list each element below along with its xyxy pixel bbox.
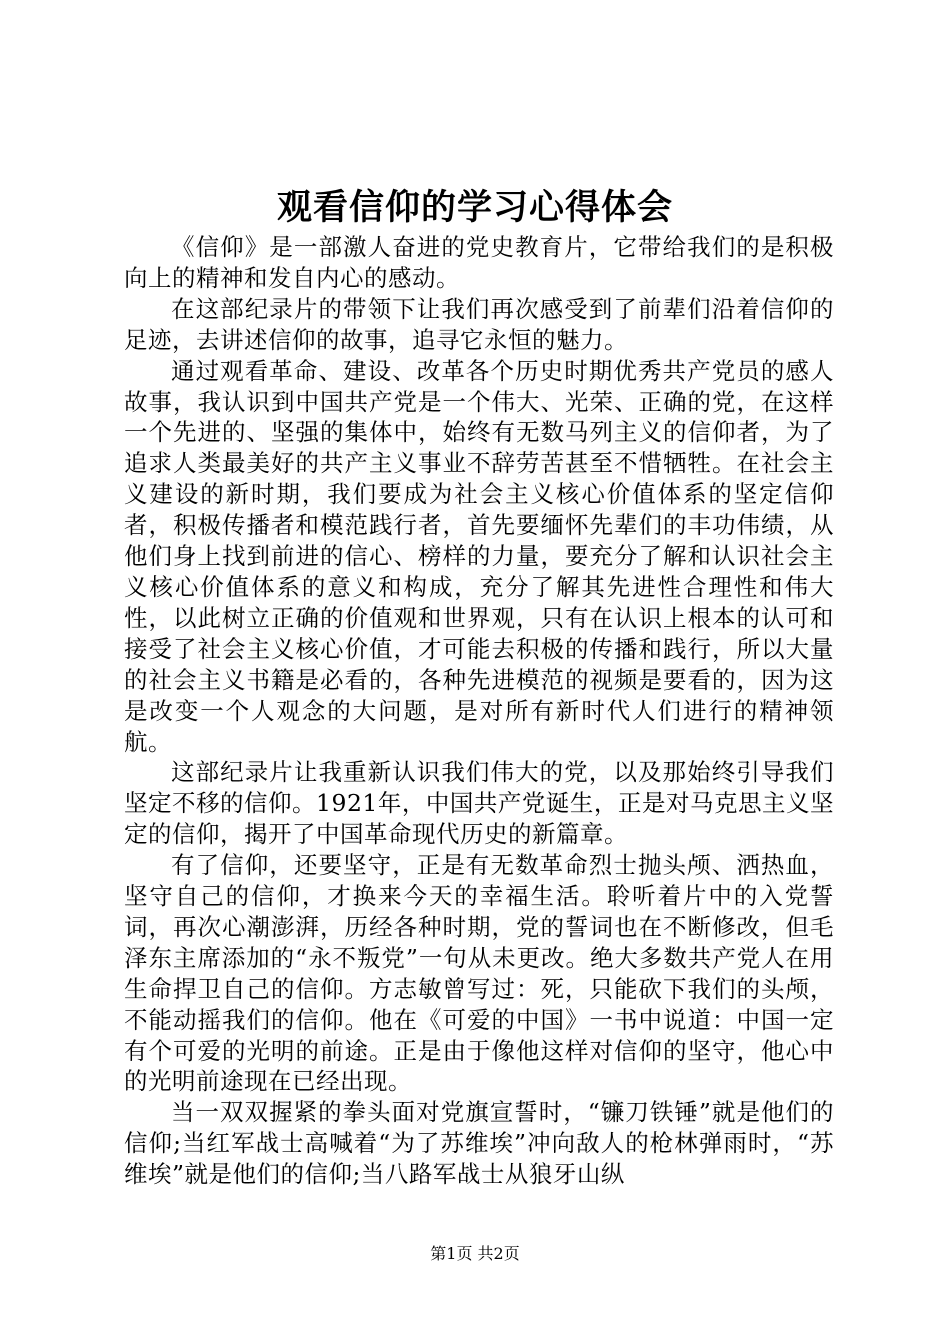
paragraph-2: 在这部纪录片的带领下让我们再次感受到了前辈们沿着信仰的足迹，去讲述信仰的故事，追寻它永恒的魅力。 [124,294,834,354]
document-body [124,232,834,1190]
paragraph-5: 有了信仰，还要坚守，正是有无数革命烈士抛头颅、洒热血，坚守自己的信仰，才换来今天的幸福生活。聆听着片中的入党誓词，再次心潮澎湃，历经各种时期，党的誓词也在不断修改，但毛泽东主席添加的“永不叛党”一句从未更改。绝大多数共产党人在用生命捍卫自己的信仰。方志敏曾写过：死，只能砍下我们的头颅，不能动摇我们的信仰。他在《可爱的中国》一书中说道：中国一定有个可爱的光明的前途。正是由于像他这样对信仰的坚守，他心中的光明前途现在已经出现。 [124,851,834,1096]
paragraph-6: 当一双双握紧的拳头面对党旗宣誓时，“镰刀铁锤”就是他们的信仰;当红军战士高喊着“为了苏维埃”冲向敌人的枪林弹雨时，“苏维埃”就是他们的信仰;当八路军战士从狼牙山纵 [124,1098,834,1189]
paragraph-3: 通过观看革命、建设、改革各个历史时期优秀共产党员的感人故事，我认识到中国共产党是一个伟大、光荣、正确的党，在这样一个先进的、坚强的集体中，始终有无数马列主义的信仰者，为了追求人类最美好的共产主义事业不辞劳苦甚至不惜牺牲。在社会主义建设的新时期，我们要成为社会主义核心价值体系的坚定信仰者，积极传播者和模范践行者，首先要缅怀先辈们的丰功伟绩，从他们身上找到前进的信心、榜样的力量，要充分了解和认识社会主义核心价值体系的意义和构成，充分了解其先进性合理性和伟大性，以此树立正确的价值观和世界观，只有在认识上根本的认可和接受了社会主义核心价值，才可能去积极的传播和践行，所以大量的社会主义书籍是必看的，各种先进模范的视频是要看的，因为这是改变一个人观念的大问题，是对所有新时代人们进行的精神领航。 [124,356,834,756]
paragraph-1: 《信仰》是一部激人奋进的党史教育片，它带给我们的是积极向上的精神和发自内心的感动。 [124,233,834,292]
document-title: 观看信仰的学习心得体会 [276,187,673,228]
paragraph-4: 这部纪录片让我重新认识我们伟大的党，以及那始终引导我们坚定不移的信仰。1921年，中国共产党诞生，正是对马克思主义坚定的信仰，揭开了中国革命现代历史的新篇章。 [124,758,834,849]
page-footer: 第1页 共2页 [430,1244,520,1263]
